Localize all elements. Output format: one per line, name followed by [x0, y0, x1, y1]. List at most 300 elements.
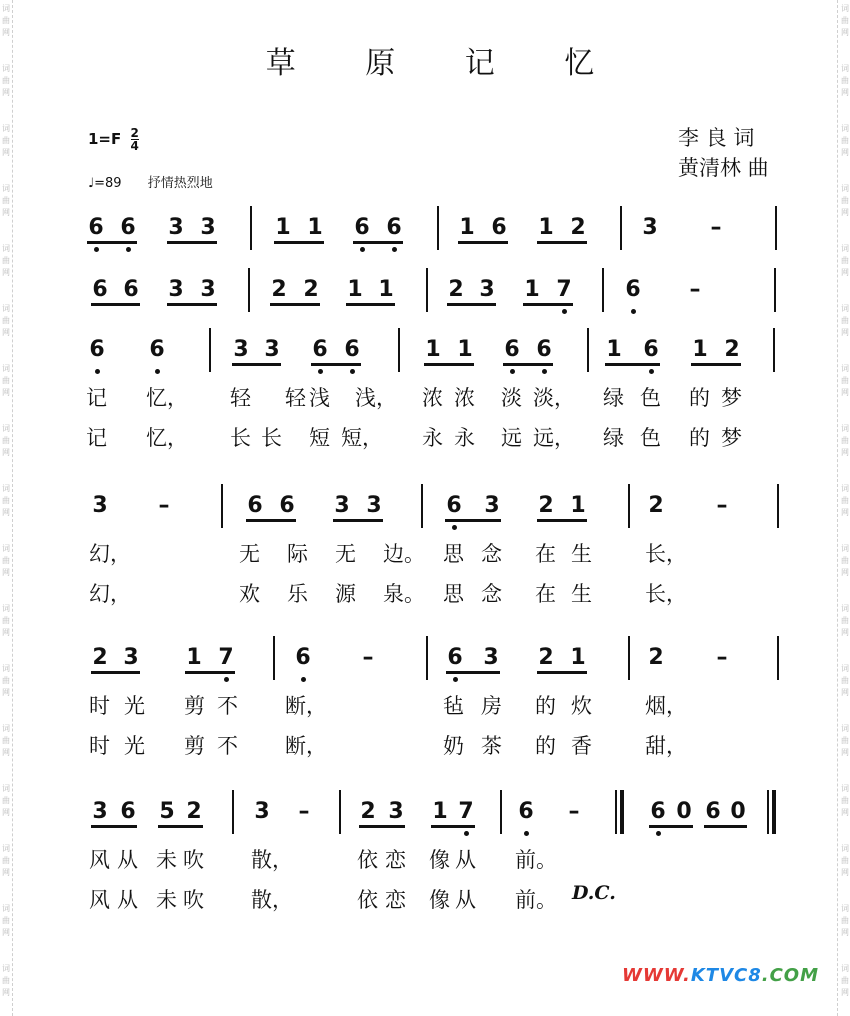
- note: 2: [538, 645, 554, 670]
- eighth-note-beam: [523, 303, 573, 306]
- lower-octave-dot: [524, 831, 529, 836]
- time-sig-top: 2: [130, 126, 139, 140]
- eighth-note-beam: [274, 241, 324, 244]
- lyric-syllable: 前。: [515, 848, 557, 872]
- side-watermark-glyph: 曲: [841, 916, 849, 925]
- note: 1: [570, 645, 586, 670]
- lyric-syllable: 绿: [603, 386, 624, 410]
- lyric-syllable: 短，: [341, 426, 383, 450]
- side-watermark-glyph: 词: [841, 124, 849, 133]
- lyric-syllable: 思: [443, 542, 464, 566]
- side-watermark-glyph: 网: [2, 208, 10, 217]
- side-watermark-glyph: 曲: [2, 136, 10, 145]
- side-watermark-glyph: 网: [841, 748, 849, 757]
- time-signature: [131, 127, 139, 152]
- side-watermark-glyph: 曲: [841, 76, 849, 85]
- note: 6: [295, 645, 311, 670]
- side-watermark-glyph: 网: [841, 388, 849, 397]
- side-watermark-glyph: 曲: [841, 856, 849, 865]
- lower-octave-dot: [631, 309, 636, 314]
- note: 1: [425, 337, 441, 362]
- side-watermark-glyph: 词: [2, 724, 10, 733]
- lyric-syllable: 在: [535, 582, 556, 606]
- lyric-syllable: 茶: [481, 734, 502, 758]
- note: 1: [606, 337, 622, 362]
- side-watermark-glyph: 词: [841, 4, 849, 13]
- lyric-syllable: 恋: [385, 888, 406, 912]
- side-watermark-glyph: 曲: [2, 196, 10, 205]
- repeat-barline-thick: [620, 790, 624, 834]
- lower-octave-dot: [360, 247, 365, 252]
- note: 2: [648, 645, 664, 670]
- side-watermark-glyph: 词: [2, 604, 10, 613]
- note: 2: [648, 493, 664, 518]
- site-logo: [622, 965, 819, 986]
- side-watermark-glyph: 曲: [2, 676, 10, 685]
- side-watermark-glyph: 曲: [841, 16, 849, 25]
- eighth-note-beam: [91, 671, 140, 674]
- sustain-dash: –: [298, 799, 310, 824]
- side-watermark-glyph: 网: [841, 28, 849, 37]
- lyric-syllable: 甜，: [645, 734, 687, 758]
- side-watermark-glyph: 曲: [841, 496, 849, 505]
- lyric-syllable: 远: [501, 426, 522, 450]
- side-watermark-glyph: 词: [841, 244, 849, 253]
- lyric-syllable: 断，: [285, 734, 327, 758]
- lyric-syllable: 在: [535, 542, 556, 566]
- side-watermark-glyph: 曲: [2, 376, 10, 385]
- eighth-note-beam: [649, 825, 693, 828]
- side-watermark-glyph: 词: [2, 784, 10, 793]
- note: 2: [186, 799, 202, 824]
- lyric-syllable: 边。: [383, 542, 425, 566]
- note: 3: [484, 493, 500, 518]
- side-watermark-glyph: 网: [841, 988, 849, 997]
- side-watermark-glyph: 曲: [841, 256, 849, 265]
- eighth-note-beam: [333, 519, 383, 522]
- note: 3: [334, 493, 350, 518]
- side-watermark-glyph: 词: [2, 4, 10, 13]
- lyric-syllable: 房: [481, 694, 502, 718]
- lyric-syllable: 散，: [251, 888, 293, 912]
- barline: [273, 636, 275, 680]
- side-watermark-glyph: 网: [2, 28, 10, 37]
- note: 3: [264, 337, 280, 362]
- lyric-syllable: 时: [89, 734, 110, 758]
- sustain-dash: –: [362, 645, 374, 670]
- final-barline-thin: [767, 790, 769, 834]
- eighth-note-beam: [311, 363, 361, 366]
- note: 1: [347, 277, 363, 302]
- lyric-syllable: 恋: [385, 848, 406, 872]
- eighth-note-beam: [704, 825, 747, 828]
- side-watermark-glyph: 词: [841, 184, 849, 193]
- lyric-syllable: 轻: [230, 386, 251, 410]
- lyric-syllable: 炊: [571, 694, 592, 718]
- note: 3: [254, 799, 270, 824]
- side-watermark-glyph: 词: [841, 844, 849, 853]
- lyric-syllable: 剪: [184, 734, 205, 758]
- side-watermark-glyph: 曲: [841, 196, 849, 205]
- note: 1: [275, 215, 291, 240]
- side-watermark-glyph: 词: [841, 424, 849, 433]
- note: 1: [538, 215, 554, 240]
- side-watermark-glyph: 词: [841, 784, 849, 793]
- side-watermark-glyph: 词: [2, 304, 10, 313]
- side-watermark-glyph: 网: [2, 988, 10, 997]
- sustain-dash: –: [710, 215, 722, 240]
- barline: [620, 206, 622, 250]
- note: 3: [366, 493, 382, 518]
- note: 3: [388, 799, 404, 824]
- note: 2: [271, 277, 287, 302]
- side-watermark-glyph: 网: [2, 748, 10, 757]
- side-watermark-glyph: 网: [841, 688, 849, 697]
- eighth-note-beam: [91, 303, 140, 306]
- key-text: 1=F: [88, 130, 122, 148]
- lyric-syllable: 剪: [184, 694, 205, 718]
- side-watermark-glyph: 网: [2, 268, 10, 277]
- lyric-syllable: 念: [481, 582, 502, 606]
- lyric-syllable: 记: [86, 386, 107, 410]
- barline: [248, 268, 250, 312]
- note: 6: [705, 799, 721, 824]
- note: 0: [676, 799, 692, 824]
- lyric-syllable: 欢: [239, 582, 260, 606]
- eighth-note-beam: [446, 671, 500, 674]
- lyricist-credit: 李 良 词: [678, 126, 755, 150]
- side-watermark-glyph: 曲: [2, 916, 10, 925]
- lyric-syllable: 时: [89, 694, 110, 718]
- lyric-syllable: 绿: [603, 426, 624, 450]
- note: 1: [432, 799, 448, 824]
- tempo-mark: ♩=89: [88, 176, 122, 191]
- side-watermark-glyph: 曲: [841, 316, 849, 325]
- side-watermark-glyph: 网: [2, 688, 10, 697]
- note: 3: [483, 645, 499, 670]
- site-logo-name: KTVC8: [690, 965, 762, 986]
- eighth-note-beam: [431, 825, 475, 828]
- note: 2: [724, 337, 740, 362]
- note: 3: [92, 493, 108, 518]
- side-watermark-glyph: 网: [841, 448, 849, 457]
- side-watermark-glyph: 网: [2, 448, 10, 457]
- barline: [628, 484, 630, 528]
- lyric-syllable: 际: [287, 542, 308, 566]
- lyric-syllable: 烟，: [645, 694, 687, 718]
- side-watermark-glyph: 词: [2, 184, 10, 193]
- side-watermark-glyph: 曲: [2, 736, 10, 745]
- eighth-note-beam: [158, 825, 203, 828]
- side-watermark-glyph: 网: [2, 868, 10, 877]
- eighth-note-beam: [270, 303, 320, 306]
- side-watermark-glyph: 曲: [2, 496, 10, 505]
- lower-octave-dot: [562, 309, 567, 314]
- barline: [250, 206, 252, 250]
- note: 6: [88, 215, 104, 240]
- repeat-barline-thin: [615, 790, 617, 834]
- note: 6: [504, 337, 520, 362]
- side-watermark-glyph: 曲: [2, 76, 10, 85]
- lower-octave-dot: [452, 525, 457, 530]
- lower-octave-dot: [350, 369, 355, 374]
- note: 1: [186, 645, 202, 670]
- side-watermark-glyph: 词: [841, 724, 849, 733]
- note: 6: [625, 277, 641, 302]
- side-watermark-glyph: 词: [2, 364, 10, 373]
- note: 6: [247, 493, 263, 518]
- side-watermark-glyph: 网: [841, 868, 849, 877]
- side-watermark-glyph: 曲: [841, 976, 849, 985]
- lyric-syllable: 毡: [443, 694, 464, 718]
- side-watermark-glyph: 网: [841, 928, 849, 937]
- lyric-syllable: 光: [124, 694, 145, 718]
- site-logo-www: WWW.: [622, 965, 691, 986]
- lyric-syllable: 未: [156, 888, 177, 912]
- side-watermark-glyph: 曲: [841, 616, 849, 625]
- side-watermark-glyph: 词: [841, 64, 849, 73]
- eighth-note-beam: [537, 671, 587, 674]
- sustain-dash: –: [716, 493, 728, 518]
- side-watermark-glyph: 词: [2, 424, 10, 433]
- eighth-note-beam: [167, 241, 217, 244]
- note: 3: [168, 215, 184, 240]
- lyric-syllable: 长，: [645, 542, 687, 566]
- lyric-syllable: 长，: [645, 582, 687, 606]
- note: 1: [459, 215, 475, 240]
- eighth-note-beam: [605, 363, 660, 366]
- barline: [232, 790, 234, 834]
- side-watermark-glyph: 词: [2, 244, 10, 253]
- barline: [773, 328, 775, 372]
- side-watermark-glyph: 词: [841, 904, 849, 913]
- lyric-syllable: 的: [689, 426, 710, 450]
- side-watermark-glyph: 曲: [841, 556, 849, 565]
- eighth-note-beam: [87, 241, 137, 244]
- side-watermark-glyph: 词: [2, 484, 10, 493]
- tempo-line: [88, 172, 213, 191]
- lower-octave-dot: [155, 369, 160, 374]
- lyric-syllable: 浓: [454, 386, 475, 410]
- lyric-syllable: 生: [571, 542, 592, 566]
- note: 3: [233, 337, 249, 362]
- lyric-syllable: 梦: [721, 386, 742, 410]
- lower-octave-dot: [464, 831, 469, 836]
- note: 6: [643, 337, 659, 362]
- lower-octave-dot: [318, 369, 323, 374]
- eighth-note-beam: [232, 363, 281, 366]
- lyric-syllable: 风: [89, 848, 110, 872]
- side-watermark-glyph: 网: [2, 808, 10, 817]
- eighth-note-beam: [445, 519, 501, 522]
- barline: [774, 268, 776, 312]
- side-watermark-glyph: 网: [841, 568, 849, 577]
- side-watermark-glyph: 词: [841, 304, 849, 313]
- side-watermark-glyph: 网: [2, 508, 10, 517]
- note: 6: [89, 337, 105, 362]
- note: 6: [536, 337, 552, 362]
- side-watermark-glyph: 曲: [841, 736, 849, 745]
- lyric-syllable: 幻，: [89, 582, 131, 606]
- note: 6: [650, 799, 666, 824]
- side-watermark-glyph: 网: [841, 328, 849, 337]
- note: 3: [168, 277, 184, 302]
- site-logo-domain: .COM: [761, 965, 820, 986]
- lyric-syllable: 永: [454, 426, 475, 450]
- note: 6: [120, 799, 136, 824]
- side-watermark-glyph: 词: [841, 664, 849, 673]
- note: 6: [354, 215, 370, 240]
- side-watermark-glyph: 网: [2, 88, 10, 97]
- lyric-syllable: 长: [230, 426, 251, 450]
- lower-octave-dot: [392, 247, 397, 252]
- eighth-note-beam: [346, 303, 395, 306]
- lyric-syllable: 风: [89, 888, 110, 912]
- lyric-syllable: 的: [689, 386, 710, 410]
- note: 7: [556, 277, 572, 302]
- side-watermark-glyph: 网: [841, 808, 849, 817]
- eighth-note-beam: [91, 825, 137, 828]
- side-watermark-glyph: 曲: [2, 976, 10, 985]
- expression-mark: 抒情热烈地: [147, 176, 213, 191]
- lyric-syllable: 奶: [443, 734, 464, 758]
- note: 6: [120, 215, 136, 240]
- sustain-dash: –: [158, 493, 170, 518]
- side-watermark-glyph: 曲: [2, 796, 10, 805]
- barline: [421, 484, 423, 528]
- barline: [777, 484, 779, 528]
- lyric-syllable: 散，: [251, 848, 293, 872]
- lyric-syllable: 像: [429, 888, 450, 912]
- sustain-dash: –: [716, 645, 728, 670]
- note: 3: [200, 215, 216, 240]
- eighth-note-beam: [424, 363, 474, 366]
- note: 1: [570, 493, 586, 518]
- side-watermark-glyph: 曲: [2, 556, 10, 565]
- side-watermark-glyph: 词: [841, 364, 849, 373]
- final-barline-thick: [772, 790, 776, 834]
- lyric-syllable: 不: [217, 694, 238, 718]
- note: 2: [92, 645, 108, 670]
- side-watermark-glyph: 网: [2, 388, 10, 397]
- lyric-syllable: 依: [357, 888, 378, 912]
- lyric-syllable: 从: [455, 848, 476, 872]
- lyric-syllable: 永: [422, 426, 443, 450]
- note: 1: [524, 277, 540, 302]
- lyric-syllable: 梦: [721, 426, 742, 450]
- note: 1: [307, 215, 323, 240]
- note: 3: [200, 277, 216, 302]
- note: 2: [570, 215, 586, 240]
- lyric-syllable: 淡，: [533, 386, 575, 410]
- left-watermark-strip: [0, 0, 14, 1016]
- barline: [628, 636, 630, 680]
- side-watermark-glyph: 词: [2, 964, 10, 973]
- eighth-note-beam: [537, 519, 587, 522]
- side-watermark-glyph: 词: [841, 964, 849, 973]
- side-watermark-glyph: 词: [2, 844, 10, 853]
- lower-octave-dot: [94, 247, 99, 252]
- note: 1: [692, 337, 708, 362]
- note: 3: [642, 215, 658, 240]
- note: 6: [312, 337, 328, 362]
- side-watermark-glyph: 曲: [2, 16, 10, 25]
- lyric-syllable: 的: [535, 694, 556, 718]
- side-watermark-glyph: 词: [841, 604, 849, 613]
- side-watermark-glyph: 词: [841, 484, 849, 493]
- key-signature: [88, 127, 139, 152]
- note: 6: [518, 799, 534, 824]
- barline: [587, 328, 589, 372]
- lyric-syllable: 泉。: [383, 582, 425, 606]
- side-watermark-glyph: 曲: [841, 676, 849, 685]
- eighth-note-beam: [503, 363, 553, 366]
- side-watermark-glyph: 曲: [2, 256, 10, 265]
- lyric-syllable: 不: [217, 734, 238, 758]
- eighth-note-beam: [185, 671, 235, 674]
- barline: [221, 484, 223, 528]
- barline: [602, 268, 604, 312]
- note: 7: [458, 799, 474, 824]
- lyric-syllable: 前。: [515, 888, 557, 912]
- lyric-syllable: 吹: [183, 848, 204, 872]
- side-watermark-glyph: 曲: [2, 436, 10, 445]
- lyric-syllable: 乐: [287, 582, 308, 606]
- lower-octave-dot: [224, 677, 229, 682]
- lyric-syllable: 色: [640, 386, 661, 410]
- lyric-syllable: 忆，: [146, 426, 188, 450]
- side-watermark-glyph: 曲: [841, 376, 849, 385]
- lower-octave-dot: [126, 247, 131, 252]
- side-watermark-glyph: 网: [2, 928, 10, 937]
- note: 3: [92, 799, 108, 824]
- side-watermark-glyph: 词: [2, 64, 10, 73]
- eighth-note-beam: [246, 519, 296, 522]
- barline: [339, 790, 341, 834]
- lower-octave-dot: [453, 677, 458, 682]
- lyric-syllable: 依: [357, 848, 378, 872]
- lyric-syllable: 色: [640, 426, 661, 450]
- note: 6: [92, 277, 108, 302]
- composer-credit: 黄清林 曲: [678, 156, 769, 180]
- note: 6: [446, 493, 462, 518]
- note: 1: [378, 277, 394, 302]
- eighth-note-beam: [458, 241, 508, 244]
- lyric-syllable: 无: [239, 542, 260, 566]
- lyric-syllable: 从: [455, 888, 476, 912]
- barline: [437, 206, 439, 250]
- note: 2: [448, 277, 464, 302]
- note: 2: [303, 277, 319, 302]
- side-watermark-glyph: 曲: [2, 316, 10, 325]
- barline: [426, 636, 428, 680]
- side-watermark-glyph: 曲: [2, 856, 10, 865]
- side-watermark-glyph: 曲: [2, 616, 10, 625]
- note: 5: [159, 799, 175, 824]
- eighth-note-beam: [353, 241, 403, 244]
- side-watermark-glyph: 网: [841, 508, 849, 517]
- barline: [500, 790, 502, 834]
- note: 1: [457, 337, 473, 362]
- side-watermark-glyph: 网: [841, 628, 849, 637]
- barline: [398, 328, 400, 372]
- note: 6: [491, 215, 507, 240]
- note: 0: [730, 799, 746, 824]
- lower-octave-dot: [656, 831, 661, 836]
- time-sig-bottom: 4: [130, 139, 139, 153]
- side-watermark-glyph: 网: [2, 328, 10, 337]
- lyric-syllable: 念: [481, 542, 502, 566]
